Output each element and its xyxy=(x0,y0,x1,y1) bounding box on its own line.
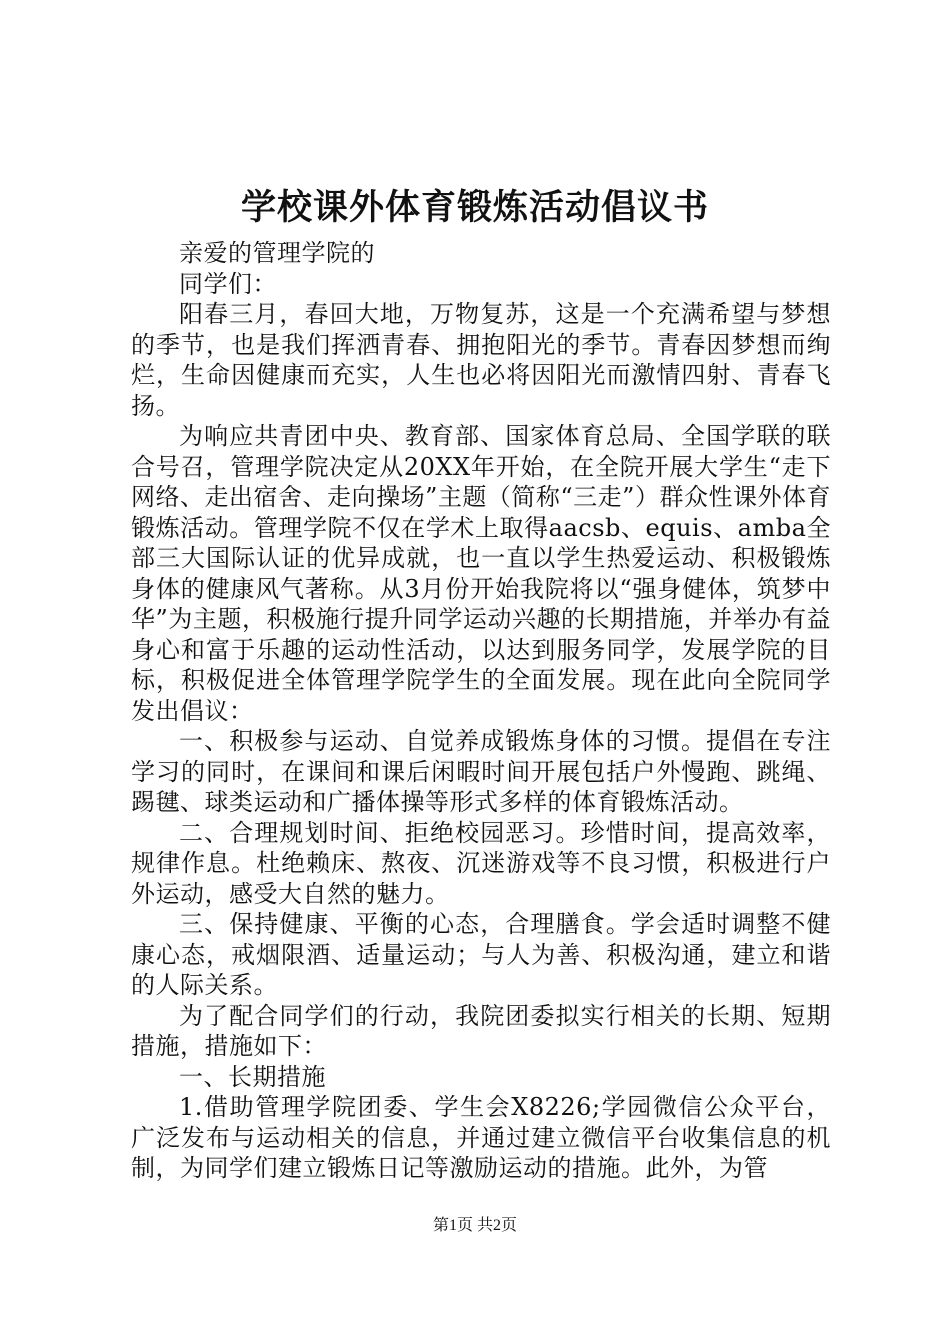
document-title: 学校课外体育锻炼活动倡议书 xyxy=(240,187,709,228)
paragraph-initiative: 为响应共青团中央、教育部、国家体育总局、全国学联的联合号召，管理学院决定从20XX年开始，在全院开展大学生“走下网络、走出宿舍、走向操场”主题（简称“三走”）群众性课外体育锻炼活动。管理学院不仅在学术上取得aacsb、equis、amba全部三大国际认证的优异成就，也一直以学生热爱运动、积极锻炼身体的健康风气著称。从3月份开始我院将以“强身健体，筑梦中华”为主题，积极施行提升同学运动兴趣的长期措施，并举办有益身心和富于乐趣的运动性活动，以达到服务同学，发展学院的目标，积极促进全体管理学院学生的全面发展。现在此向全院同学发出倡议： xyxy=(131,422,831,725)
paragraph-measure-1: 1.借助管理学院团委、学生会X8226;学园微信公众平台，广泛发布与运动相关的信息，并通过建立微信平台收集信息的机制，为同学们建立锻炼日记等激励运动的措施。此外，为管 xyxy=(131,1093,831,1182)
paragraph-proposal-1: 一、积极参与运动、自觉养成锻炼身体的习惯。提倡在专注学习的同时，在课间和课后闲暇时间开展包括户外慢跑、跳绳、踢毽、球类运动和广播体操等形式多样的体育锻炼活动。 xyxy=(131,727,831,816)
salutation-line-2: 同学们： xyxy=(179,269,277,298)
salutation-line-1: 亲爱的管理学院的 xyxy=(179,239,375,267)
paragraph-measures-intro: 为了配合同学们的行动，我院团委拟实行相关的长期、短期措施，措施如下： xyxy=(131,1001,831,1060)
paragraph-proposal-2: 二、合理规划时间、拒绝校园恶习。珍惜时间，提高效率，规律作息。杜绝赖床、熬夜、沉迷游戏等不良习惯，积极进行户外运动，感受大自然的魅力。 xyxy=(131,818,831,908)
page-footer: 第1页 共2页 xyxy=(432,1217,517,1234)
paragraph-proposal-3: 三、保持健康、平衡的心态，合理膳食。学会适时调整不健康心态，戒烟限酒、适量运动；与人为善、积极沟通，建立和谐的人际关系。 xyxy=(131,910,831,999)
document-body xyxy=(131,238,831,1184)
section-heading-long-term: 一、长期措施 xyxy=(179,1062,326,1091)
paragraph-intro: 阳春三月，春回大地，万物复苏，这是一个充满希望与梦想的季节，也是我们挥洒青春、拥抱阳光的季节。青春因梦想而绚烂，生命因健康而充实，人生也必将因阳光而激情四射、青春飞扬。 xyxy=(131,300,831,420)
